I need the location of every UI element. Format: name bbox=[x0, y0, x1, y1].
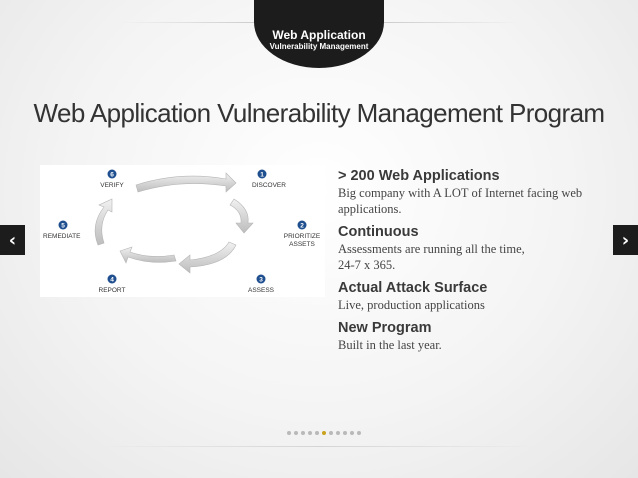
item-title: New Program bbox=[338, 320, 432, 336]
lifecycle-diagram bbox=[40, 165, 325, 297]
step-label-prioritize: PRIORITIZE bbox=[283, 233, 321, 240]
item-title: > 200 Web Applications bbox=[338, 168, 500, 184]
arrow-bottom-left bbox=[120, 247, 176, 263]
svg-text:6: 6 bbox=[110, 171, 114, 179]
list-item bbox=[338, 167, 608, 217]
list-item bbox=[338, 279, 608, 313]
step-label-remediate: REMEDIATE bbox=[43, 233, 81, 240]
arrow-left bbox=[95, 199, 112, 245]
step-badge-5 bbox=[59, 221, 68, 230]
item-description: Live, production applications bbox=[338, 298, 485, 312]
footer-divider bbox=[100, 446, 538, 447]
header-subtitle: Vulnerability Management bbox=[269, 42, 369, 51]
pager-dot[interactable] bbox=[294, 431, 298, 435]
step-label-verify: VERIFY bbox=[100, 182, 124, 189]
header-title: Web Application bbox=[272, 28, 366, 42]
pager-dot[interactable] bbox=[336, 431, 340, 435]
pager-dot[interactable] bbox=[315, 431, 319, 435]
chevron-left-icon: ‹ bbox=[8, 229, 17, 251]
item-description: Assessments are running all the time, 24-7 x 365. bbox=[338, 242, 525, 272]
slide-title: Web Application Vulnerability Management Program bbox=[33, 98, 605, 128]
item-description: Built in the last year. bbox=[338, 338, 442, 352]
lifecycle-diagram-svg bbox=[40, 165, 325, 297]
header-tab bbox=[254, 0, 384, 68]
pager-dot[interactable] bbox=[301, 431, 305, 435]
item-title: Continuous bbox=[338, 224, 419, 240]
step-label-report: REPORT bbox=[98, 287, 126, 294]
item-title: Actual Attack Surface bbox=[338, 280, 488, 296]
pager-dot[interactable] bbox=[350, 431, 354, 435]
svg-text:5: 5 bbox=[61, 222, 65, 230]
svg-text:1: 1 bbox=[260, 171, 264, 179]
content-list bbox=[338, 167, 608, 359]
chevron-right-icon: › bbox=[621, 229, 630, 251]
pager-dot[interactable] bbox=[329, 431, 333, 435]
step-label-assets: ASSETS bbox=[289, 241, 315, 248]
arrow-right bbox=[230, 199, 253, 233]
pager-dot[interactable] bbox=[343, 431, 347, 435]
list-item bbox=[338, 319, 608, 353]
pager-dot[interactable] bbox=[322, 431, 326, 435]
step-badge-1 bbox=[258, 170, 267, 179]
pager-dot[interactable] bbox=[287, 431, 291, 435]
step-label-assess: ASSESS bbox=[247, 287, 275, 294]
svg-text:2: 2 bbox=[300, 222, 304, 230]
step-label-discover: DISCOVER bbox=[252, 182, 286, 189]
arrow-bottom-right bbox=[179, 242, 236, 273]
arrow-top bbox=[136, 173, 236, 192]
next-slide-button[interactable] bbox=[613, 225, 638, 255]
slide-pager bbox=[287, 431, 361, 435]
pager-dot[interactable] bbox=[357, 431, 361, 435]
step-badge-4 bbox=[108, 275, 117, 284]
step-badge-2 bbox=[298, 221, 307, 230]
item-description: Big company with A LOT of Internet facing web applications. bbox=[338, 186, 583, 216]
previous-slide-button[interactable] bbox=[0, 225, 25, 255]
svg-text:4: 4 bbox=[110, 276, 114, 284]
step-badge-6 bbox=[108, 170, 117, 179]
list-item bbox=[338, 223, 608, 273]
pager-dot[interactable] bbox=[308, 431, 312, 435]
svg-text:3: 3 bbox=[259, 276, 263, 284]
step-badge-3 bbox=[257, 275, 266, 284]
